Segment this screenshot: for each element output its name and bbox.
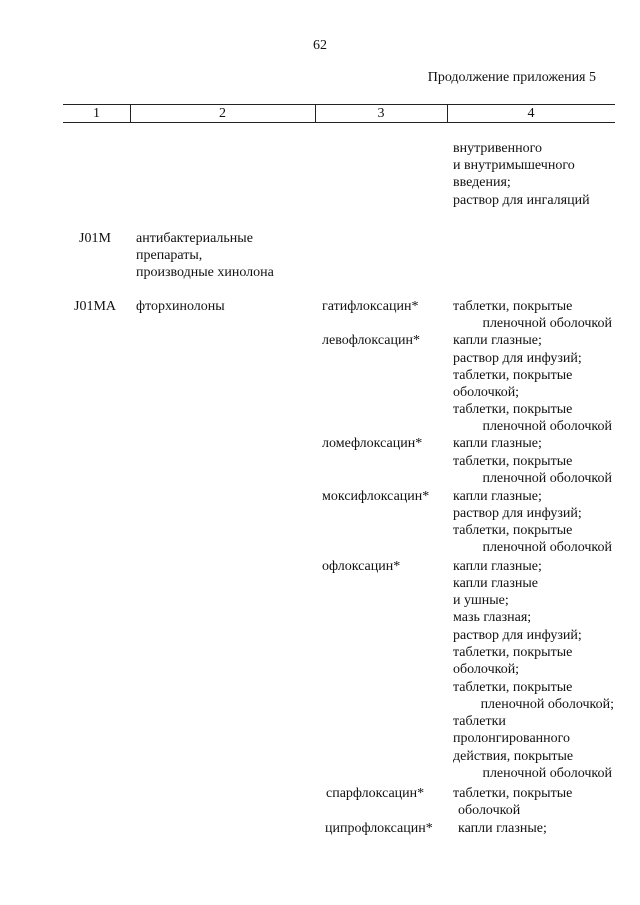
column-header-1: 1 [93, 106, 100, 121]
dosage-form-line: раствор для инфузий; [453, 506, 582, 521]
drug-name: моксифлоксацин* [322, 489, 430, 504]
dosage-form-line: таблетки, покрытые [453, 368, 573, 383]
dosage-form-line: раствор для инфузий; [453, 628, 582, 643]
dosage-form-line: оболочкой; [453, 385, 520, 400]
drug-name: ломефлоксацин* [322, 436, 423, 451]
drug-name: ципрофлоксацин* [325, 821, 433, 836]
dosage-form-line: таблетки, покрытые [453, 523, 573, 538]
dosage-form-line: таблетки, покрытые [453, 454, 573, 469]
dosage-form-line: пленочной оболочкой [482, 540, 612, 555]
dosage-form-line: действия, покрытые [453, 749, 574, 764]
atc-group-name: фторхинолоны [136, 299, 225, 314]
table-header-row [63, 104, 615, 123]
page-number: 62 [313, 38, 327, 53]
drug-name: спарфлоксацин* [326, 786, 425, 801]
atc-code: J01MA [74, 299, 117, 314]
dosage-form-line: мазь глазная; [453, 610, 532, 625]
dosage-form-line: таблетки, покрытые [453, 402, 573, 417]
drug-name: офлоксацин* [322, 559, 401, 574]
drug-name: левофлоксацин* [322, 333, 420, 348]
dosage-form-line: таблетки, покрытые [453, 680, 573, 695]
dosage-form-line: пленочной оболочкой; [480, 697, 614, 712]
column-header-4: 4 [527, 106, 535, 121]
dosage-form-line: таблетки, покрытые [453, 786, 573, 801]
column-header-2: 2 [219, 106, 226, 121]
dosage-form-line: капли глазные [453, 576, 538, 591]
atc-group-name-line: препараты, [136, 248, 203, 263]
drug-name: гатифлоксацин* [322, 299, 419, 314]
dosage-form-line: раствор для инфузий; [453, 351, 582, 366]
dosage-form-line: таблетки, покрытые [453, 299, 573, 314]
dosage-form-line: пленочной оболочкой [482, 766, 612, 781]
column-header-3: 3 [377, 106, 385, 121]
dosage-form-line: капли глазные; [453, 333, 542, 348]
dosage-form-line: таблетки [453, 714, 506, 729]
dosage-form-line: капли глазные; [453, 436, 542, 451]
dosage-form-line: таблетки, покрытые [453, 645, 573, 660]
dosage-form-line: введения; [453, 175, 511, 190]
dosage-form-line: пролонгированного [453, 731, 571, 746]
dosage-form-line: оболочкой [458, 803, 521, 818]
dosage-form-line: пленочной оболочкой [482, 471, 612, 486]
atc-group-name-line: производные хинолона [136, 265, 274, 280]
dosage-form-line: пленочной оболочкой [482, 419, 612, 434]
appendix-continuation-note: Продолжение приложения 5 [427, 70, 596, 85]
dosage-form-line: капли глазные; [453, 489, 542, 504]
dosage-form-line: и внутримышечного [453, 158, 575, 173]
dosage-form-line: внутривенного [453, 141, 543, 156]
dosage-form-line: раствор для ингаляций [453, 193, 590, 208]
dosage-form-line: капли глазные; [458, 821, 547, 836]
atc-code: J01M [79, 231, 111, 246]
dosage-form-line: капли глазные; [453, 559, 542, 574]
dosage-form-line: и ушные; [453, 593, 509, 608]
atc-group-name-line: антибактериальные [136, 231, 253, 246]
dosage-form-line: оболочкой; [453, 662, 520, 677]
dosage-form-line: пленочной оболочкой [482, 316, 612, 331]
